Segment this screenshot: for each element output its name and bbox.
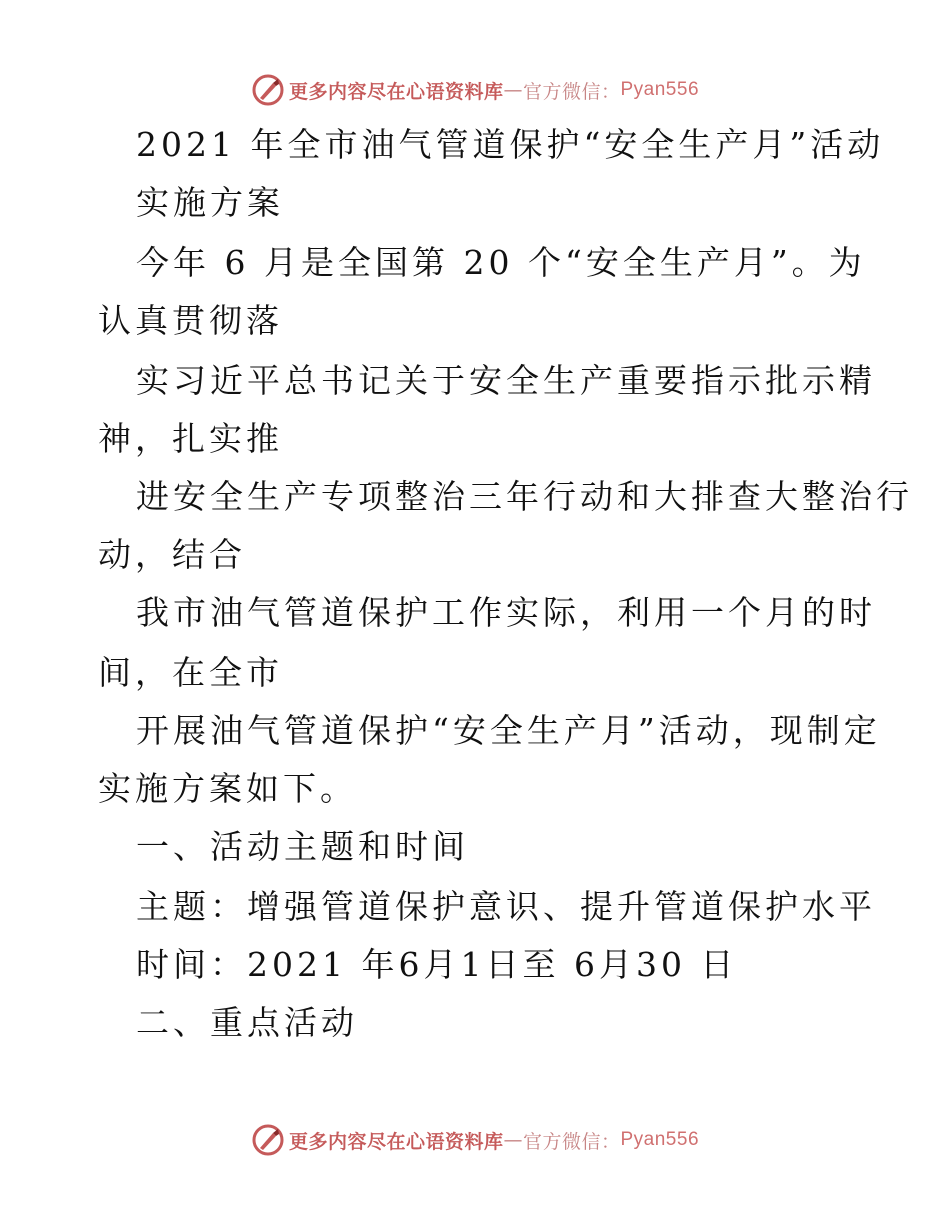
watermark-text: 更多内容尽在心语资料库 bbox=[288, 80, 504, 103]
section-heading-2: 二、重点活动 bbox=[136, 1003, 358, 1042]
doc-paragraph-line: 动，结合 bbox=[98, 535, 246, 574]
watermark-dash: — bbox=[503, 79, 523, 101]
doc-title-line-1: 2021 年全市油气管道保护“安全生产月”活动 bbox=[136, 125, 885, 164]
doc-title-line-2: 实施方案 bbox=[136, 183, 284, 222]
logo-icon bbox=[251, 1123, 285, 1157]
header-watermark bbox=[0, 70, 950, 110]
doc-paragraph-line: 认真贯彻落 bbox=[98, 301, 283, 340]
doc-paragraph-line: 我市油气管道保护工作实际，利用一个月的时 bbox=[136, 593, 876, 632]
doc-paragraph-line: 神，扎实推 bbox=[98, 419, 283, 458]
doc-paragraph-line: 进安全生产专项整治三年行动和大排查大整治行 bbox=[136, 477, 913, 516]
doc-paragraph-line: 今年 6 月是全国第 20 个“安全生产月”。为 bbox=[136, 243, 866, 282]
watermark-text: 更多内容尽在心语资料库 bbox=[288, 1130, 504, 1153]
footer-watermark bbox=[0, 1120, 950, 1160]
doc-paragraph-line: 实习近平总书记关于安全生产重要指示批示精 bbox=[136, 361, 876, 400]
watermark-dash: — bbox=[503, 1129, 523, 1151]
watermark-wechat-label: 官方微信： bbox=[522, 1130, 621, 1153]
logo-icon bbox=[251, 73, 285, 107]
watermark-wechat-id: Pyan556 bbox=[620, 79, 700, 100]
watermark-wechat-id: Pyan556 bbox=[620, 1129, 700, 1150]
doc-paragraph-line: 实施方案如下。 bbox=[98, 769, 357, 808]
watermark-wechat-label: 官方微信： bbox=[522, 80, 621, 103]
theme-line: 主题：增强管道保护意识、提升管道保护水平 bbox=[136, 887, 876, 926]
time-line: 时间：2021 年6月1日至 6月30 日 bbox=[136, 945, 738, 984]
section-heading-1: 一、活动主题和时间 bbox=[136, 827, 469, 866]
doc-paragraph-line: 开展油气管道保护“安全生产月”活动，现制定 bbox=[136, 711, 881, 750]
doc-paragraph-line: 间，在全市 bbox=[98, 653, 283, 692]
